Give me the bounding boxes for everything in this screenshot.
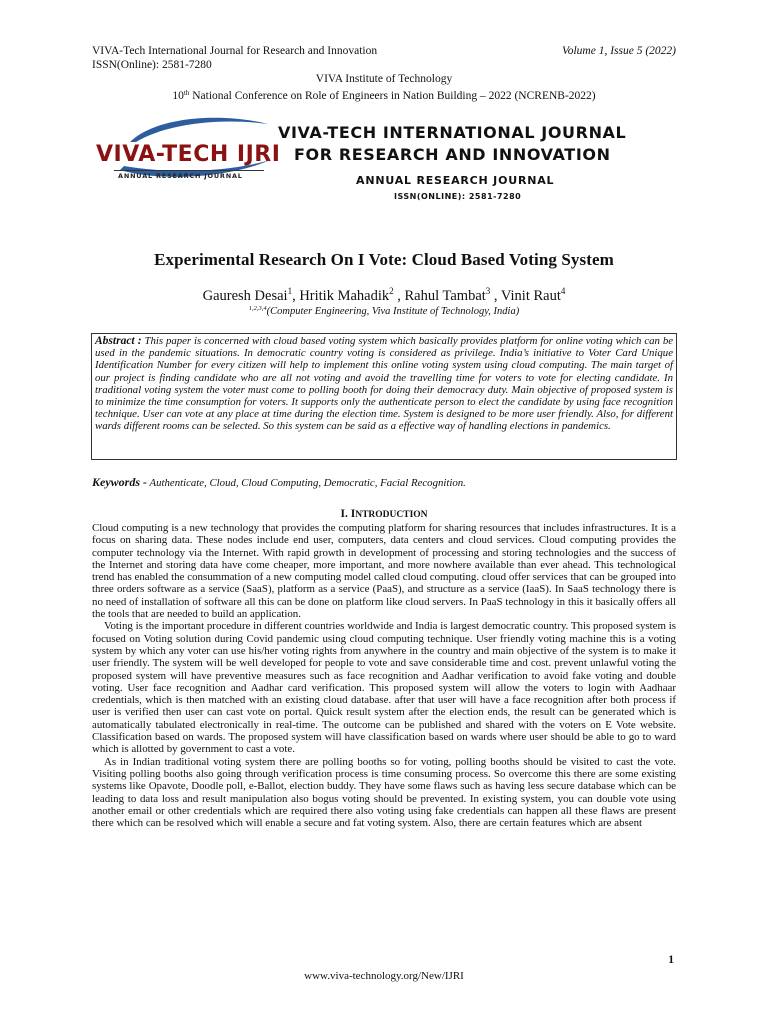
logo-tagline: ANNUAL RESEARCH JOURNAL — [118, 172, 243, 180]
journal-annual: ANNUAL RESEARCH JOURNAL — [356, 174, 555, 187]
conference-header — [0, 72, 768, 103]
footer-url: www.viva-technology.org/New/IJRI — [304, 970, 464, 982]
author: Rahul Tambat — [404, 288, 486, 304]
conference-name: 10th National Conference on Role of Engineers in Nation Building – 2022 (NCRENB-2022) — [172, 89, 596, 102]
logo-divider — [114, 170, 264, 171]
page-number: 1 — [668, 954, 674, 966]
paper-title: Experimental Research On I Vote: Cloud Based Voting System — [154, 250, 614, 269]
paragraph: Voting is the important procedure in different countries worldwide and India is largest democratic country. This proposed system is focused on Voting solution during Covid pandemic using cloud computing technique. User friendly voting machine this is a voting system by which any voter can use his/her voting rights from anywhere in the country and main objective of the system is to make it user friendly. The system will be well developed for people to vote and save considerable time and cost. prevent unlawful voting the proposed system will have preventive measures such as face recognition and Aadhar verification to avoid fake voting and double voting. User face recognition and Aadhar card verification. This proposed system will allow the voters to login with Aadhaar credentials, which is then matched with an existing cloud database. after that user will have a face recognition after both process if user is verified then user can cast vote on portal. Quick result system after the election ends, the result can be generated which is automatically tabulated electronically in real-time. The outcome can be published and shared with the voters on E Vote website. Classification based on wards. The proposed system will have classification based on wards where user should be able to go to ward which is allotted by government to cast a vote. — [92, 620, 676, 756]
affiliation: $^{1,2,3,4}$(Computer Engineering, Viva Institute of Technology, India) — [248, 305, 520, 317]
author: Vinit Raut — [500, 288, 561, 304]
keywords — [92, 475, 466, 490]
author: Gauresh Desai — [202, 288, 288, 304]
section-body — [92, 522, 676, 829]
journal-title: VIVA-TECH INTERNATIONAL JOURNAL FOR RESEARCH AND INNOVATION — [278, 123, 627, 164]
running-header-left — [92, 44, 377, 72]
logo-brand: VIVA-TECH IJRI — [96, 142, 281, 167]
paragraph: As in Indian traditional voting system there are polling booths so for voting, polling booths should be visited to cast the vote. Visiting polling booths also going through verification process is time consuming process. So overcome this there are some existing systems like Opavote, Doodle poll, e-Ballot, election buddy. They have some flaws such as having less secure database which can be leading to data loss and result manipulation also bogus voting should be prevented. In existing system, you can double vote using another email or other credentials which are required there also voting using fake credentials can happen all these flaws are present there which can be resolved which will enable a secure and fat voting system. Also, there are certain features which are absent — [92, 755, 676, 830]
institute-name: VIVA Institute of Technology — [315, 73, 453, 85]
abstract-label: Abstract : — [95, 335, 142, 347]
abstract-text: This paper is concerned with cloud based voting system which basically provides platform for online voting which can be used in the pandemic situations. In democratic country voting is considered as privilege. India’s initiative to Voter Card Unique Identification Number for every citizen will help to implement this online voting system using cloud computing. The main target of our project is finding candidate who are all not voting and avoid the travelling time for voters to vote for electing candidate. In traditional voting system the voter must come to polling booth for doing their democracy duty. Main objective of proposed system is to minimize the time consumption for voters. It supports only the authenticate person to elect the candidate by using face recognition technique. User can vote at any place at time during the election time. System is designed to be more user friendly. Also, for different wards different rooms can be selected. So this system can be said as a effective way of handling elections in pandemics. — [95, 335, 674, 433]
author-list: Gauresh Desai$^1$, Hritik Mahadik$^2$ , Rahul Tambat$^3$ , Vinit Raut$^4$ — [202, 286, 566, 304]
journal-issn: ISSN(ONLINE): 2581-7280 — [394, 192, 522, 201]
keywords-text: Authenticate, Cloud, Cloud Computing, Democratic, Facial Recognition. — [149, 477, 466, 489]
keywords-label: Keywords - — [92, 475, 147, 489]
issn-line: ISSN(Online): 2581-7280 — [92, 59, 212, 71]
volume-issue: Volume 1, Issue 5 (2022) — [561, 45, 676, 57]
abstract-box — [91, 333, 677, 460]
journal-name: VIVA-Tech International Journal for Research and Innovation — [92, 45, 378, 57]
section-heading: I. INTRODUCTION — [340, 508, 428, 520]
journal-banner — [92, 112, 682, 212]
paragraph: Cloud computing is a new technology that provides the computing platform for sharing resources that includes infrastructures. It is a focus on sharing data. These nodes include end user, computers, data centers and cloud services. Cloud computing provides the computer technology via the Internet. With rapid growth in development of processing and storing technologies and the success of the Internet and storing data have come cheaper, more important, and more nowhere available than ever ahead. This technological trend has enabled the consummation of a new computing model called cloud computing. cloud offer services that can be grouped into three orders software as a service (SaaS), platform as a service (PaaS), and structure as a service (IaaS). In SaaS technology there is no need of installation of software all this can be done on platform like cloud servers. In PaaS technology in this it basically offers all the tools that are needed to build an application. — [92, 522, 676, 621]
author: Hritik Mahadik — [299, 288, 390, 304]
